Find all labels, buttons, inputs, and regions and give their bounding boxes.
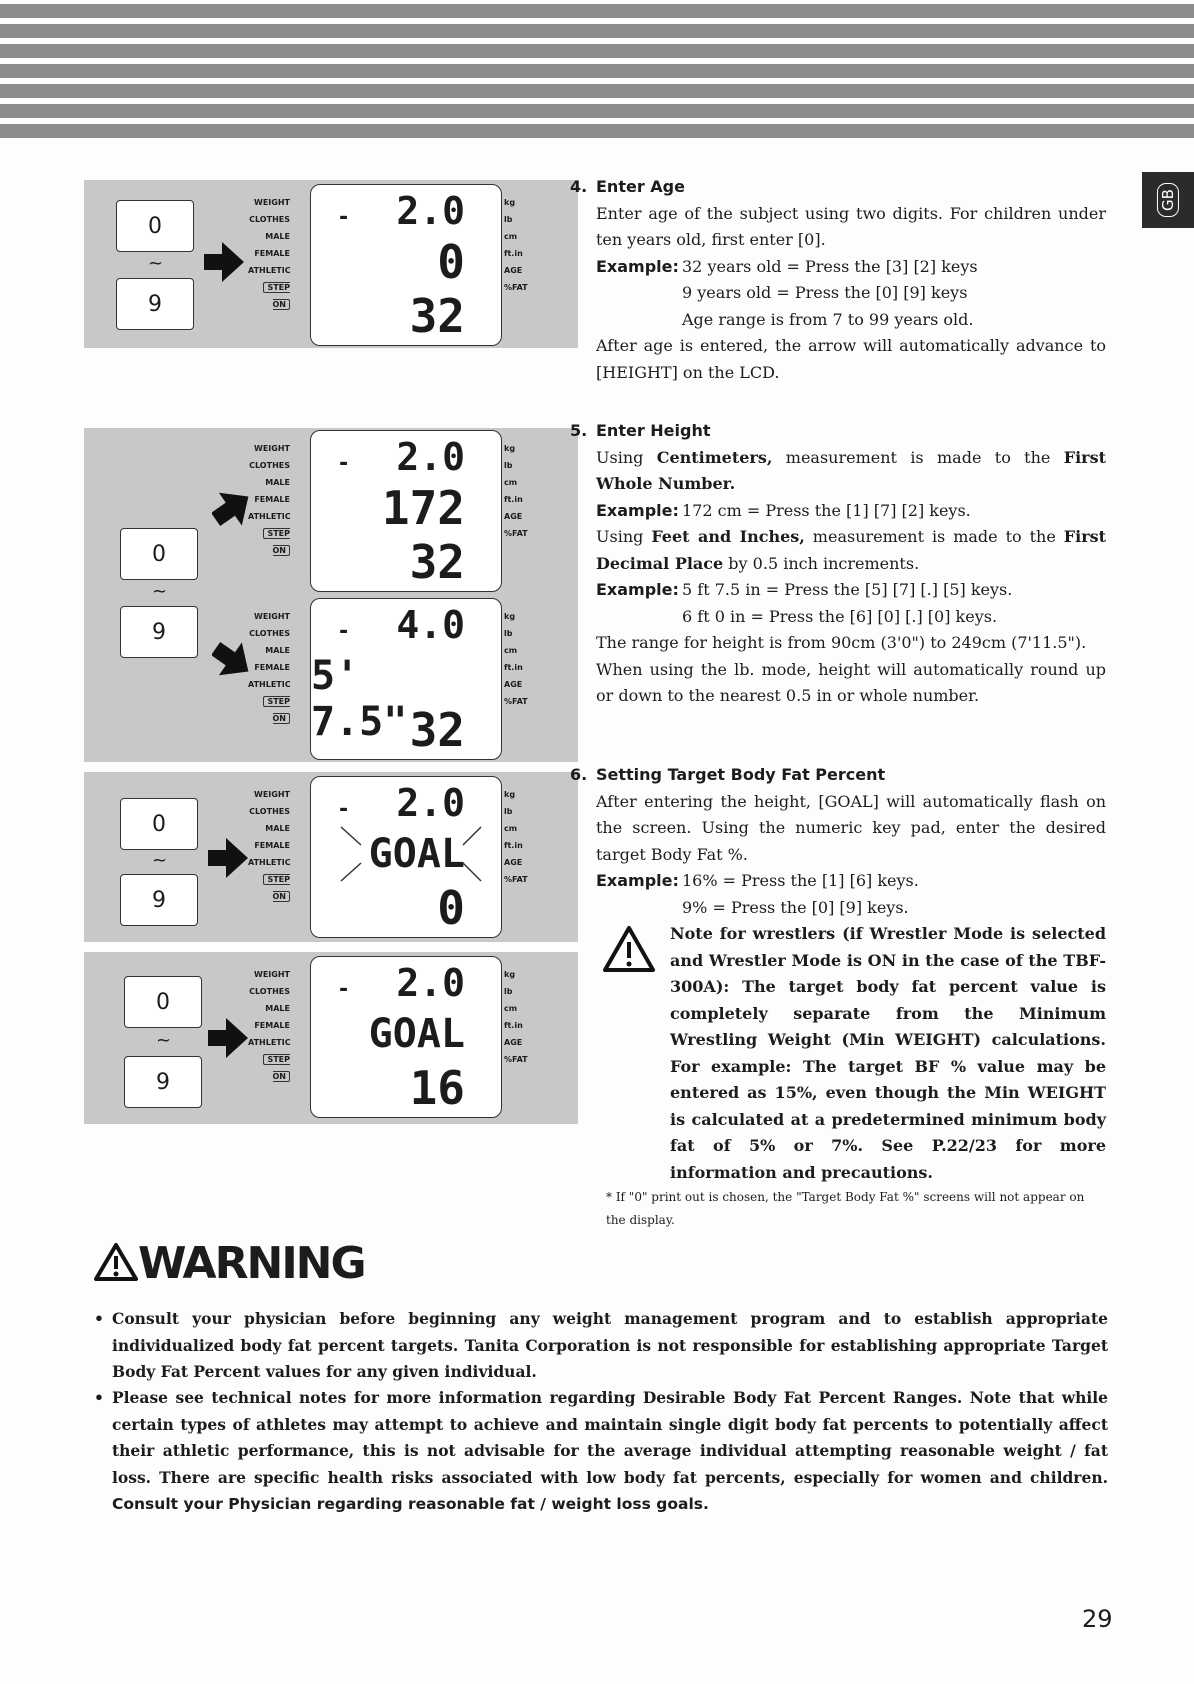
label-cm: cm bbox=[504, 478, 518, 487]
key-9: 9 bbox=[124, 1056, 202, 1108]
example-line: 172 cm = Press the [1] [7] [2] keys. bbox=[682, 500, 971, 520]
lcd-weight-value: 2.0 bbox=[396, 781, 465, 825]
label-male: MALE bbox=[265, 824, 290, 833]
label-step-on: STEP ON bbox=[263, 874, 290, 902]
label-kg: kg bbox=[504, 612, 516, 621]
label-fat: %FAT bbox=[504, 283, 528, 292]
label-male: MALE bbox=[265, 232, 290, 241]
label-kg: kg bbox=[504, 790, 516, 799]
key-0: 0 bbox=[116, 200, 194, 252]
label-ftin: ft.in bbox=[504, 249, 523, 258]
label-weight: WEIGHT bbox=[254, 612, 290, 621]
label-weight: WEIGHT bbox=[254, 790, 290, 799]
label-step-on: STEP ON bbox=[263, 282, 290, 310]
lcd-weight-value: 2.0 bbox=[396, 435, 465, 479]
label-cm: cm bbox=[504, 646, 518, 655]
lcd-screen bbox=[310, 184, 502, 346]
range-tilde: ~ bbox=[148, 253, 164, 274]
header-stripes bbox=[0, 0, 1194, 150]
label-age: AGE bbox=[504, 680, 523, 689]
label-step-on: STEP ON bbox=[263, 1054, 290, 1082]
height-range-text: The range for height is from 90cm (3'0") to 249cm (7'11.5"). bbox=[596, 633, 1087, 652]
lcd-screen bbox=[310, 956, 502, 1118]
lcd-dash: - bbox=[339, 619, 349, 644]
example-line: 9 years old = Press the [0] [9] keys bbox=[682, 283, 968, 302]
arrow-right-icon bbox=[208, 838, 248, 878]
arrow-down-right-icon bbox=[212, 640, 252, 680]
lcd-dash: - bbox=[339, 205, 349, 230]
lcd-height-value: 172 bbox=[381, 481, 465, 535]
label-clothes: CLOTHES bbox=[249, 461, 290, 470]
label-fat: %FAT bbox=[504, 1055, 528, 1064]
label-age: AGE bbox=[504, 858, 523, 867]
height-cm-text: Using Centimeters, measurement is made to the First Whole Number. bbox=[596, 447, 1106, 493]
lcd-height-value: 5' 7.5" bbox=[311, 653, 408, 745]
label-fat: %FAT bbox=[504, 529, 528, 538]
warning-heading: WARNING bbox=[94, 1238, 365, 1289]
example-label: Example: bbox=[596, 871, 679, 890]
lcd-goal-text: GOAL bbox=[368, 831, 465, 877]
arrow-right-icon bbox=[208, 1018, 248, 1058]
flash-marks-icon bbox=[331, 819, 491, 889]
page-number: 29 bbox=[1082, 1605, 1113, 1633]
label-cm: cm bbox=[504, 1004, 518, 1013]
step-title: Enter Height bbox=[596, 421, 711, 440]
height-ftin-text: Using Feet and Inches, measurement is made to the First Decimal Place by 0.5 inch increments. bbox=[596, 527, 1107, 573]
lcd-illustration-goal-set bbox=[84, 952, 578, 1124]
label-athletic: ATHLETIC bbox=[248, 1038, 291, 1047]
lb-mode-text: When using the lb. mode, height will automatically round up or down to the nearest 0.5 in or whole number. bbox=[596, 659, 1106, 705]
lcd-weight-value: 2.0 bbox=[396, 961, 465, 1005]
key-0: 0 bbox=[120, 528, 198, 580]
example-label: Example: bbox=[596, 256, 679, 276]
step-title: Setting Target Body Fat Percent bbox=[596, 765, 886, 784]
step-enter-height bbox=[570, 418, 1107, 710]
label-ftin: ft.in bbox=[504, 1021, 523, 1030]
language-tab: GB bbox=[1142, 172, 1194, 228]
lcd-illustration-goal-flash bbox=[84, 772, 578, 942]
footnote: * If "0" print out is chosen, the "Target Body Fat %" screens will not appear on the display. bbox=[606, 1190, 1085, 1227]
label-kg: kg bbox=[504, 444, 516, 453]
label-clothes: CLOTHES bbox=[249, 807, 290, 816]
example-line: 16% = Press the [1] [6] keys. bbox=[682, 871, 919, 890]
label-ftin: ft.in bbox=[504, 495, 523, 504]
label-male: MALE bbox=[265, 646, 290, 655]
example-line: 5 ft 7.5 in = Press the [5] [7] [.] [5] keys. bbox=[682, 580, 1013, 599]
label-age: AGE bbox=[504, 266, 523, 275]
label-female: FEMALE bbox=[254, 1021, 290, 1030]
label-cm: cm bbox=[504, 824, 518, 833]
lcd-screen bbox=[310, 776, 502, 938]
label-male: MALE bbox=[265, 478, 290, 487]
label-lb: lb bbox=[504, 987, 513, 996]
label-male: MALE bbox=[265, 1004, 290, 1013]
label-step-on: STEP ON bbox=[263, 696, 290, 724]
lcd-weight-value: 2.0 bbox=[396, 189, 465, 233]
lcd-dash: - bbox=[339, 977, 349, 1002]
lcd-goal-value: 16 bbox=[409, 1061, 465, 1115]
arrow-up-right-icon bbox=[212, 488, 252, 528]
warning-bullet-1: • Consult your physician before beginning any weight management program and to establish appropriate individualized body fat percent targets. Tanita Corporation is not responsible for establishing appropriate Target Body Fat Percent values for any given individual. bbox=[94, 1309, 1108, 1381]
lcd-screen bbox=[310, 430, 502, 592]
key-9: 9 bbox=[116, 278, 194, 330]
range-tilde: ~ bbox=[152, 581, 168, 602]
lcd-height-value: 0 bbox=[437, 235, 465, 289]
label-athletic: ATHLETIC bbox=[248, 680, 291, 689]
example-label: Example: bbox=[596, 580, 679, 599]
label-weight: WEIGHT bbox=[254, 198, 290, 207]
key-0: 0 bbox=[124, 976, 202, 1028]
label-athletic: ATHLETIC bbox=[248, 512, 291, 521]
label-clothes: CLOTHES bbox=[249, 987, 290, 996]
label-clothes: CLOTHES bbox=[249, 629, 290, 638]
lcd-age-value: 32 bbox=[409, 289, 465, 343]
range-tilde: ~ bbox=[156, 1030, 172, 1051]
lcd-weight-value: 4.0 bbox=[396, 603, 465, 647]
step-body: Enter age of the subject using two digits. For children under ten years old, first enter [0]. bbox=[596, 203, 1106, 249]
label-lb: lb bbox=[504, 215, 513, 224]
label-ftin: ft.in bbox=[504, 841, 523, 850]
example-line: 32 years old = Press the [3] [2] keys bbox=[682, 256, 978, 276]
step-title: Enter Age bbox=[596, 177, 685, 196]
label-cm: cm bbox=[504, 232, 518, 241]
example-line: 6 ft 0 in = Press the [6] [0] [.] [0] keys. bbox=[682, 606, 998, 626]
label-weight: WEIGHT bbox=[254, 970, 290, 979]
label-step-on: STEP ON bbox=[263, 528, 290, 556]
caution-triangle-icon bbox=[602, 925, 656, 973]
label-kg: kg bbox=[504, 198, 516, 207]
label-age: AGE bbox=[504, 512, 523, 521]
label-kg: kg bbox=[504, 970, 516, 979]
step-number: 6. bbox=[570, 765, 588, 784]
label-athletic: ATHLETIC bbox=[248, 858, 291, 867]
label-ftin: ft.in bbox=[504, 663, 523, 672]
step-after-text: After age is entered, the arrow will automatically advance to [HEIGHT] on the LCD. bbox=[596, 336, 1106, 382]
label-female: FEMALE bbox=[254, 249, 290, 258]
label-age: AGE bbox=[504, 1038, 523, 1047]
label-fat: %FAT bbox=[504, 697, 528, 706]
lcd-screen bbox=[310, 598, 502, 760]
lcd-age-value: 32 bbox=[409, 703, 465, 757]
label-lb: lb bbox=[504, 461, 513, 470]
step-number: 5. bbox=[570, 421, 588, 440]
label-lb: lb bbox=[504, 807, 513, 816]
key-9: 9 bbox=[120, 874, 198, 926]
label-fat: %FAT bbox=[504, 875, 528, 884]
range-tilde: ~ bbox=[152, 850, 168, 871]
label-female: FEMALE bbox=[254, 495, 290, 504]
lcd-illustration-height bbox=[84, 428, 578, 762]
label-athletic: ATHLETIC bbox=[248, 266, 291, 275]
warning-bullet-2: • Please see technical notes for more information regarding Desirable Body Fat Percent Ranges. Note that while certain types of athletes may attempt to achieve and maintain single digit body fat percents to potentially affect their athletic performance, this is not advisable for the average individual attempting reasonable weight / fat loss. There are specific health risks associated with low body fat percents, especially for women and children. Consult your Physician regarding reasonable fat / weight loss goals. bbox=[94, 1388, 1108, 1513]
label-female: FEMALE bbox=[254, 663, 290, 672]
step-enter-age bbox=[570, 174, 1106, 386]
lcd-goal-value: 0 bbox=[437, 881, 465, 935]
step-target-body-fat bbox=[570, 762, 1106, 1232]
step-number: 4. bbox=[570, 177, 588, 196]
arrow-right-icon bbox=[204, 242, 244, 282]
label-lb: lb bbox=[504, 629, 513, 638]
lcd-age-value: 32 bbox=[409, 535, 465, 589]
key-0: 0 bbox=[120, 798, 198, 850]
lcd-dash: - bbox=[339, 797, 349, 822]
example-label: Example: bbox=[596, 500, 679, 520]
example-line: 9% = Press the [0] [9] keys. bbox=[682, 897, 909, 917]
step-body: After entering the height, [GOAL] will automatically flash on the screen. Using the numeric key pad, enter the desired target Body Fat %. bbox=[596, 791, 1106, 864]
wrestler-note: Note for wrestlers (if Wrestler Mode is selected and Wrestler Mode is ON in the case of the TBF-300A): The target body fat percent value is completely separate from the Minimum Wrestling Weight (Min WEIGHT) calculations. For example: The target BF % value may be entered as 15%, even though the Min WEIGHT is calculated at a predetermined minimum body fat of 5% or 7%. See P.22/23 for more information and precautions. bbox=[670, 924, 1106, 1182]
lcd-illustration-age bbox=[84, 180, 578, 348]
label-weight: WEIGHT bbox=[254, 444, 290, 453]
example-line: Age range is from 7 to 99 years old. bbox=[682, 309, 974, 329]
key-9: 9 bbox=[120, 606, 198, 658]
label-clothes: CLOTHES bbox=[249, 215, 290, 224]
lcd-dash: - bbox=[339, 451, 349, 476]
lcd-goal-text: GOAL bbox=[368, 1011, 465, 1057]
label-female: FEMALE bbox=[254, 841, 290, 850]
warning-triangle-icon bbox=[94, 1242, 138, 1282]
